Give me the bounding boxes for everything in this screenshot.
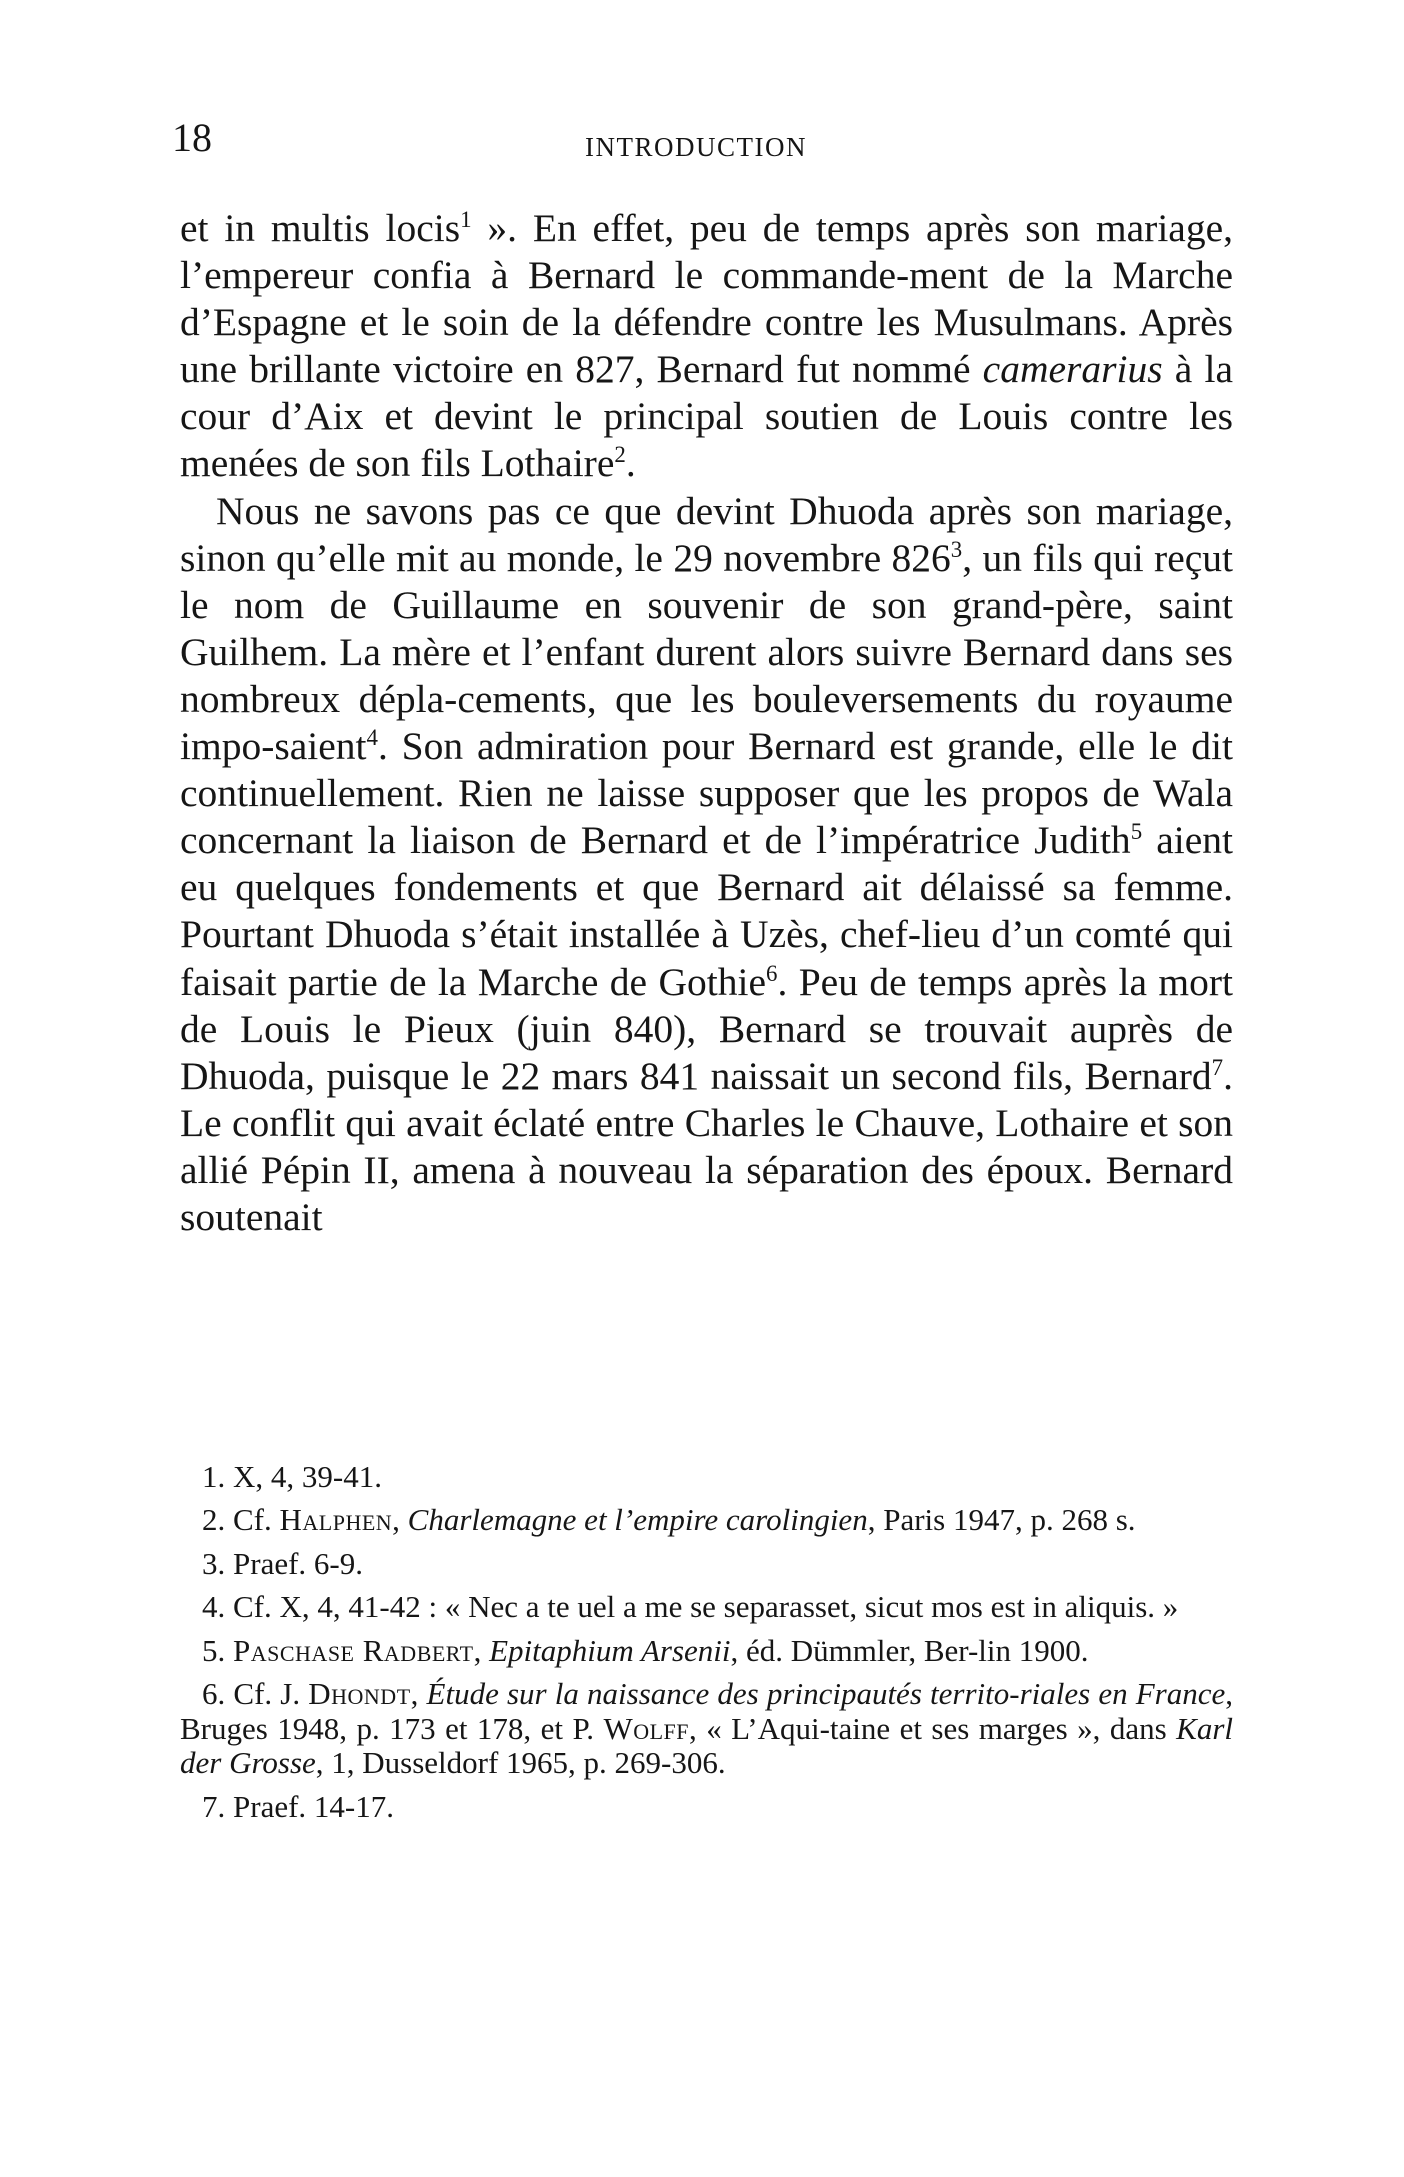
work-title: Karl der Grosse (180, 1710, 1233, 1781)
footnote-3: 3. Praef. 6-9. (202, 1545, 363, 1581)
text-run: . Le conflit qui avait éclaté entre Charles le Chauve, Lothaire et son allié Pépin II, amena à nouveau la séparation des époux. Bernard soutenait (180, 1053, 1233, 1239)
footnote-ref-4: 4 (366, 724, 378, 750)
work-title: Epitaphium Arsenii (489, 1632, 731, 1668)
paragraph-1 (180, 205, 1233, 488)
text-run: , un fils qui reçut le nom de Guillaume en souvenir de son grand-père, saint Guilhem. La mère et l’enfant durent alors suivre Bernard dans ses nombreux dépla-cements, que les bouleversements du royaume impo-saient (180, 535, 1233, 769)
text-run: ». En effet, peu de temps après son mariage, l’empereur confia à Bernard le commande-ment de la Marche d’Espagne et le soin de la défendre contre les Musulmans. Après une brillante victoire en 827, Bernard fut nommé (180, 206, 1234, 392)
footnote-ref-3: 3 (950, 536, 963, 562)
italic-term: camerarius (982, 347, 1163, 392)
text-run: 5. (202, 1632, 233, 1668)
author-name: Wolff (603, 1710, 690, 1746)
footnote-2 (180, 1503, 1233, 1538)
author-name: Halphen (279, 1502, 393, 1538)
running-title: INTRODUCTION (585, 132, 807, 162)
text-run: 6. Cf. J. (202, 1675, 309, 1711)
text-run: aient eu quelques fondements et que Bernard ait délaissé sa femme. Pourtant Dhuoda s’était installée à Uzès, chef-lieu d’un comté qui faisait partie de la Marche de Gothie (180, 818, 1233, 1004)
main-text (180, 205, 1233, 1241)
work-title: Charlemagne et l’empire carolingien (407, 1502, 868, 1538)
text-run: , (392, 1502, 408, 1538)
footnote-5 (180, 1634, 1233, 1669)
text-run: Nous ne savons pas ce que devint Dhuoda après son mariage, sinon qu’elle mit au monde, le 29 novembre 826 (180, 488, 1233, 580)
text-run: . (625, 441, 636, 486)
author-name: Paschase Radbert (233, 1632, 474, 1668)
text-run: , Bruges 1948, p. 173 et 178, et P. (180, 1675, 1233, 1746)
text-run: , (410, 1675, 427, 1711)
footnote-ref-7: 7 (1211, 1054, 1224, 1080)
text-run: , Paris 1947, p. 268 s. (867, 1502, 1136, 1538)
footnotes (180, 1460, 1233, 1833)
text-run: . Son admiration pour Bernard est grande, elle le dit continuellement. Rien ne laisse supposer que les propos de Wala concernant la liaison de Bernard et de l’impératrice Judith (180, 724, 1233, 863)
text-run: et in multis locis (180, 206, 461, 250)
footnote-4: 4. Cf. X, 4, 41-42 : « Nec a te uel a me se separasset, sicut mos est in aliquis. » (202, 1589, 1179, 1625)
footnote-ref-1: 1 (460, 206, 472, 232)
author-name: Dhondt (308, 1675, 411, 1711)
footnote-ref-2: 2 (614, 442, 626, 468)
text-run: 2. Cf. (202, 1502, 280, 1538)
footnote-6 (180, 1677, 1233, 1781)
work-title: Étude sur la naissance des principautés territo-riales en France (426, 1675, 1226, 1711)
text-run: , 1, Dusseldorf 1965, p. 269-306. (315, 1745, 726, 1781)
footnote-ref-6: 6 (765, 960, 778, 986)
text-run: , éd. Dümmler, Ber-lin 1900. (730, 1632, 1089, 1668)
text-run: , « L’Aqui-taine et ses marges », dans (689, 1710, 1177, 1746)
text-run: , (473, 1632, 490, 1668)
footnote-7: 7. Praef. 14-17. (202, 1788, 394, 1824)
footnote-1: 1. X, 4, 39-41. (202, 1459, 382, 1494)
text-run: à la cour d’Aix et devint le principal soutien de Louis contre les menées de son fils Lothaire (180, 347, 1233, 486)
page-number: 18 (172, 115, 212, 160)
text-run: . Peu de temps après la mort de Louis le Pieux (juin 840), Bernard se trouvait auprès de Dhuoda, puisque le 22 mars 841 naissait un second fils, Bernard (180, 959, 1233, 1098)
footnote-ref-5: 5 (1130, 819, 1143, 845)
paragraph-2 (180, 488, 1233, 1242)
